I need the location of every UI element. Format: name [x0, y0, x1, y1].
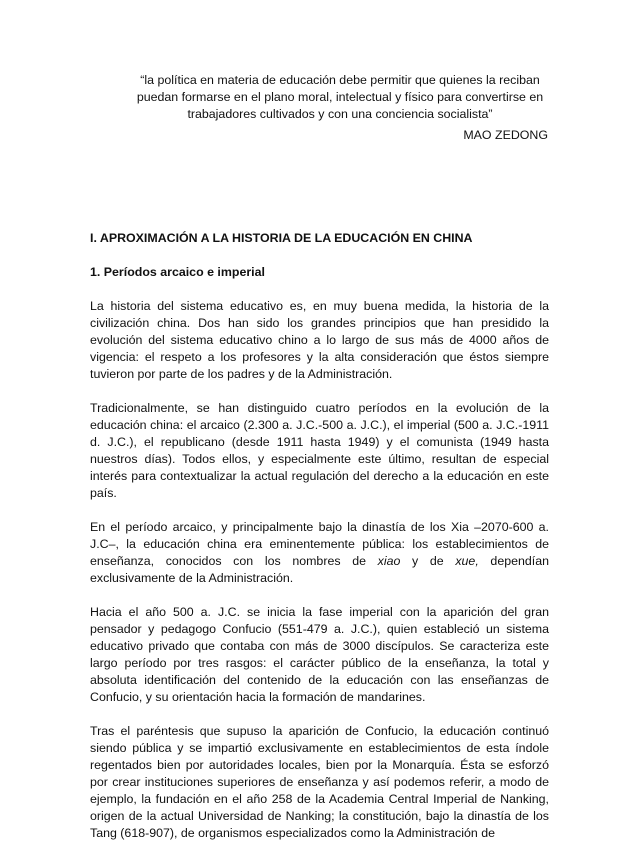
paragraph-3: [90, 519, 549, 587]
section-subtitle: 1. Períodos arcaico e imperial: [90, 265, 265, 279]
epigraph-quote: “la política en materia de educación debe permitir que quienes la reciban puedan formarse en el plano moral, intelectual y físico para convertirse en trabajadores cultivados y con una conciencia socialista”: [136, 73, 544, 121]
paragraph-2: Tradicionalmente, se han distinguido cuatro períodos en la evolución de la educación china: el arcaico (2.300 a. J.C.-500 a. J.C.), el imperial (500 a. J.C.-1911 d. J.C.), el republicano (desde 1911 hasta 1949) y el comunista (1949 hasta nuestros días). Todos ellos, y especialmente este último, resultan de especial interés para contextualizar la actual regulación del derecho a la educación en este país.: [90, 401, 549, 500]
term-xue: xue,: [455, 554, 479, 568]
paragraph-4: Hacia el año 500 a. J.C. se inicia la fase imperial con la aparición del gran pensador y pedagogo Confucio (551-479 a. J.C.), quien estableció un sistema educativo privado que contaba con más de 3000 discípulos. Se caracteriza este largo período por tres rasgos: el carácter público de la enseñanza, la total y absoluta identificación del contenido de la educación con las enseñanzas de Confucio, y su orientación hacia la formación de mandarines.: [90, 605, 549, 704]
paragraph-3-text-mid: y de: [400, 554, 456, 568]
paragraph-1: La historia del sistema educativo es, en muy buena medida, la historia de la civilización china. Dos han sido los grandes principios que han presidido la evolución del sistema educativo chino a lo largo de sus más de 4000 años de vigencia: el respeto a los profesores y la alta consideración que éstos siempre tuvieron por parte de los padres y de la Administración.: [90, 299, 549, 381]
paragraph-3-text-end: dependían exclusivamente de la Administración.: [90, 554, 549, 585]
paragraph-3-text-start: En el período arcaico, y principalmente bajo la dinastía de los Xia –2070-600 a. J.C–, la educación china era eminentemente pública: los establecimientos de enseñanza, conocidos con los nombres de: [90, 520, 549, 568]
document-body: [90, 230, 549, 842]
paragraph-5: Tras el paréntesis que supuso la aparición de Confucio, la educación continuó siendo pública y se impartió exclusivamente en establecimientos de esta índole regentados bien por autoridades locales, bien por la Monarquía. Ésta se esforzó por crear instituciones superiores de enseñanza y así podemos referir, a modo de ejemplo, la fundación en el año 258 de la Academia Central Imperial de Nanking, origen de la actual Universidad de Nanking; la constitución, bajo la dinastía de los Tang (618-907), de organismos especializados como la Administración de: [90, 724, 549, 840]
term-xiao: xiao: [377, 554, 401, 568]
epigraph-author: MAO ZEDONG: [463, 128, 548, 142]
section-title: I. APROXIMACIÓN A LA HISTORIA DE LA EDUCACIÓN EN CHINA: [90, 231, 473, 245]
